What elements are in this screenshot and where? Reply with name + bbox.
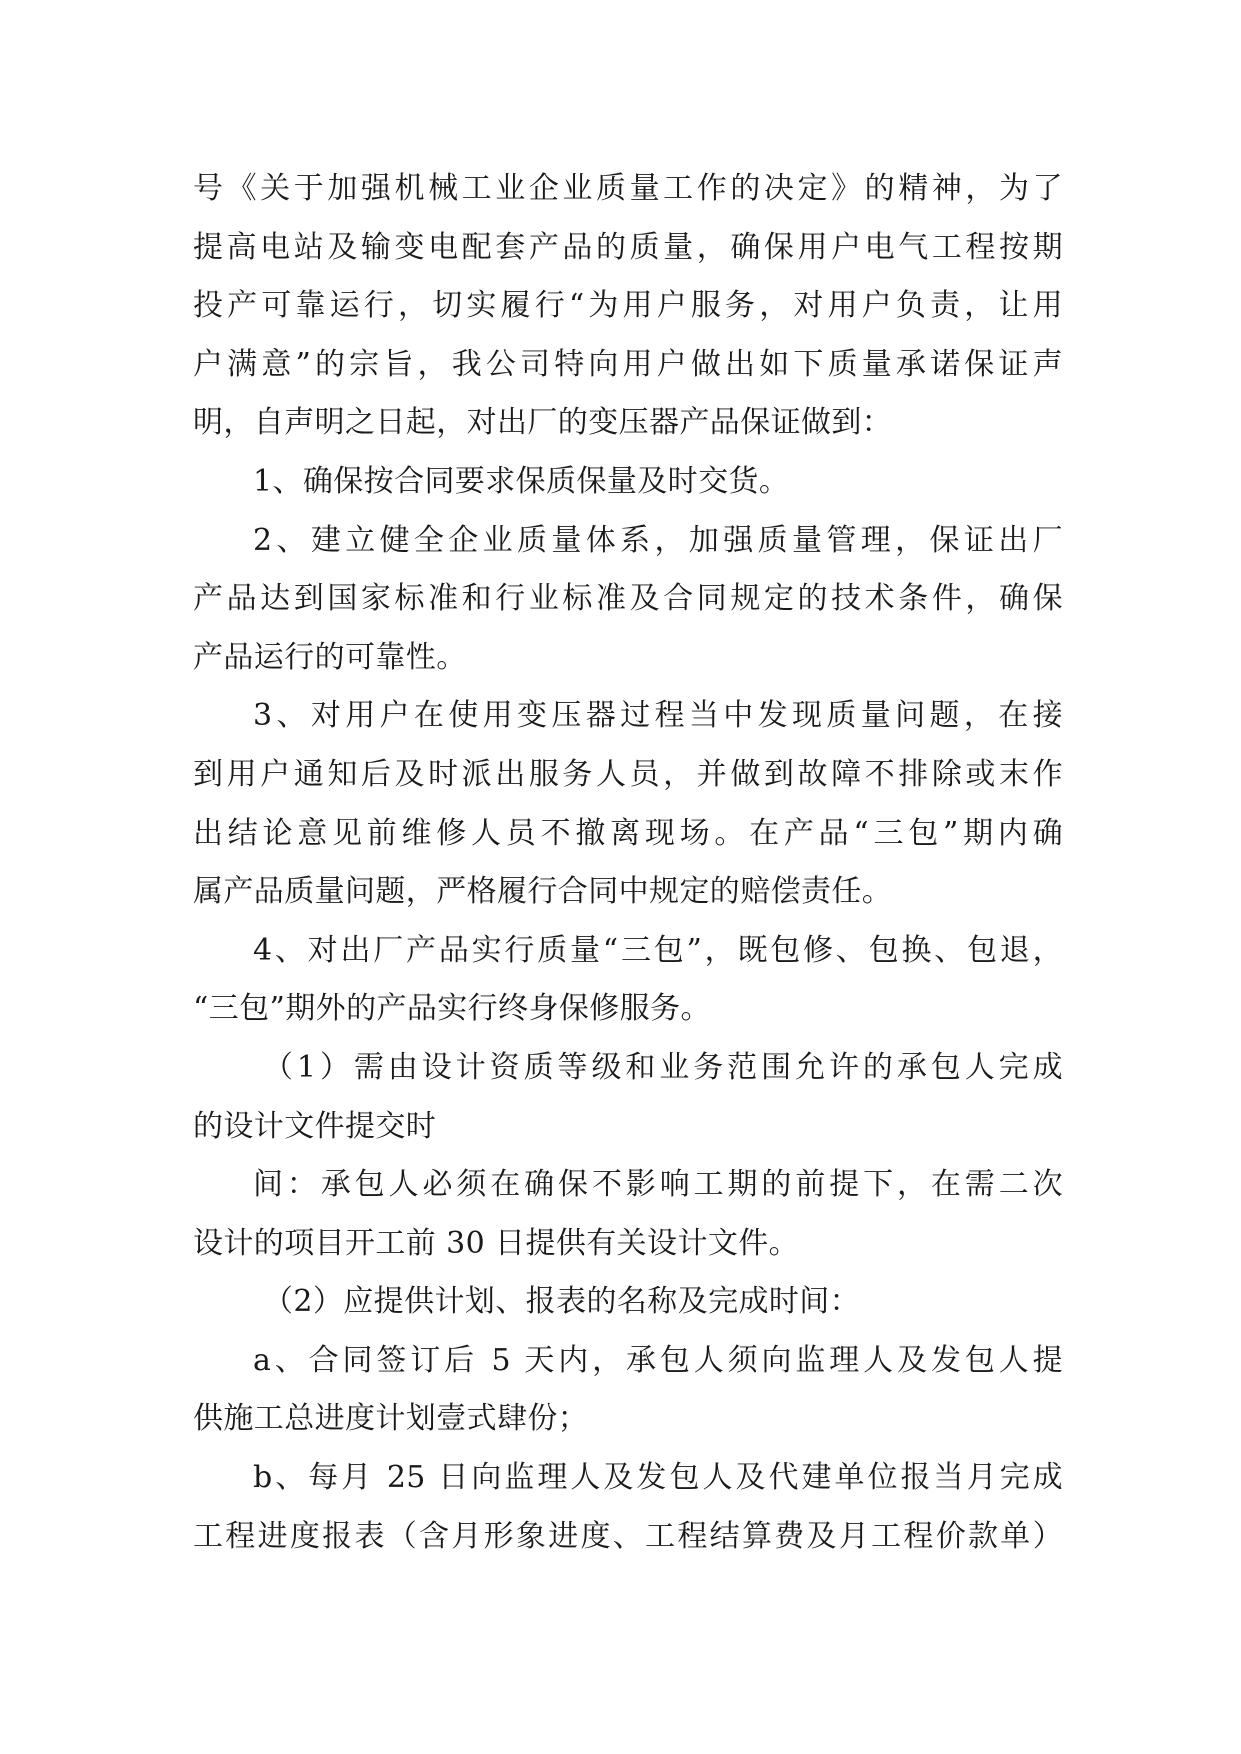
text-line: 投产可靠运行，切实履行“为用户服务，对用户负责，让用 [193, 288, 1063, 324]
text-line: 3、对用户在使用变压器过程当中发现质量问题，在接 [253, 698, 1063, 734]
text-line: 出结论意见前维修人员不撤离现场。在产品“三包”期内确 [193, 815, 1063, 851]
text-line: 1、确保按合同要求保质保量及时交货。 [253, 463, 790, 499]
text-line: “三包”期外的产品实行终身保修服务。 [193, 991, 711, 1027]
text-line: 4、对出厂产品实行质量“三包”，既包修、包换、包退， [253, 932, 1063, 968]
text-line: 设计的项目开工前 30 日提供有关设计文件。 [193, 1225, 800, 1261]
text-line: 户满意”的宗旨，我公司特向用户做出如下质量承诺保证声 [193, 346, 1063, 382]
text-line: 供施工总进度计划壹式肆份； [193, 1401, 589, 1437]
text-line: 号《关于加强机械工业企业质量工作的决定》的精神，为了 [193, 171, 1063, 206]
text-line: （1）需由设计资质等级和业务范围允许的承包人完成 [263, 1049, 1063, 1085]
text-line: 到用户通知后及时派出服务人员，并做到故障不排除或末作 [193, 756, 1063, 792]
text-line: 属产品质量问题，严格履行合同中规定的赔偿责任。 [193, 874, 893, 910]
text-line: 2、建立健全企业质量体系，加强质量管理，保证出厂 [253, 522, 1063, 558]
text-line: 产品达到国家标准和行业标准及合同规定的技术条件，确保 [193, 581, 1063, 617]
text-line: a、合同签订后 5 天内，承包人须向监理人及发包人提 [253, 1342, 1063, 1378]
text-line: 间：承包人必须在确保不影响工期的前提下，在需二次 [253, 1167, 1063, 1203]
text-line: 工程进度报表（含月形象进度、工程结算费及月工程价款单） [193, 1518, 1063, 1554]
text-line: 产品运行的可靠性。 [193, 639, 467, 675]
document-body [193, 160, 1063, 1566]
text-line: （2）应提供计划、报表的名称及完成时间： [263, 1284, 861, 1320]
text-line: 的设计文件提交时 [193, 1108, 437, 1144]
text-line: b、每月 25 日向监理人及发包人及代建单位报当月完成 [253, 1460, 1063, 1496]
text-line: 明，自声明之日起，对出厂的变压器产品保证做到： [193, 405, 893, 441]
text-line: 提高电站及输变电配套产品的质量，确保用户电气工程按期 [193, 229, 1063, 265]
